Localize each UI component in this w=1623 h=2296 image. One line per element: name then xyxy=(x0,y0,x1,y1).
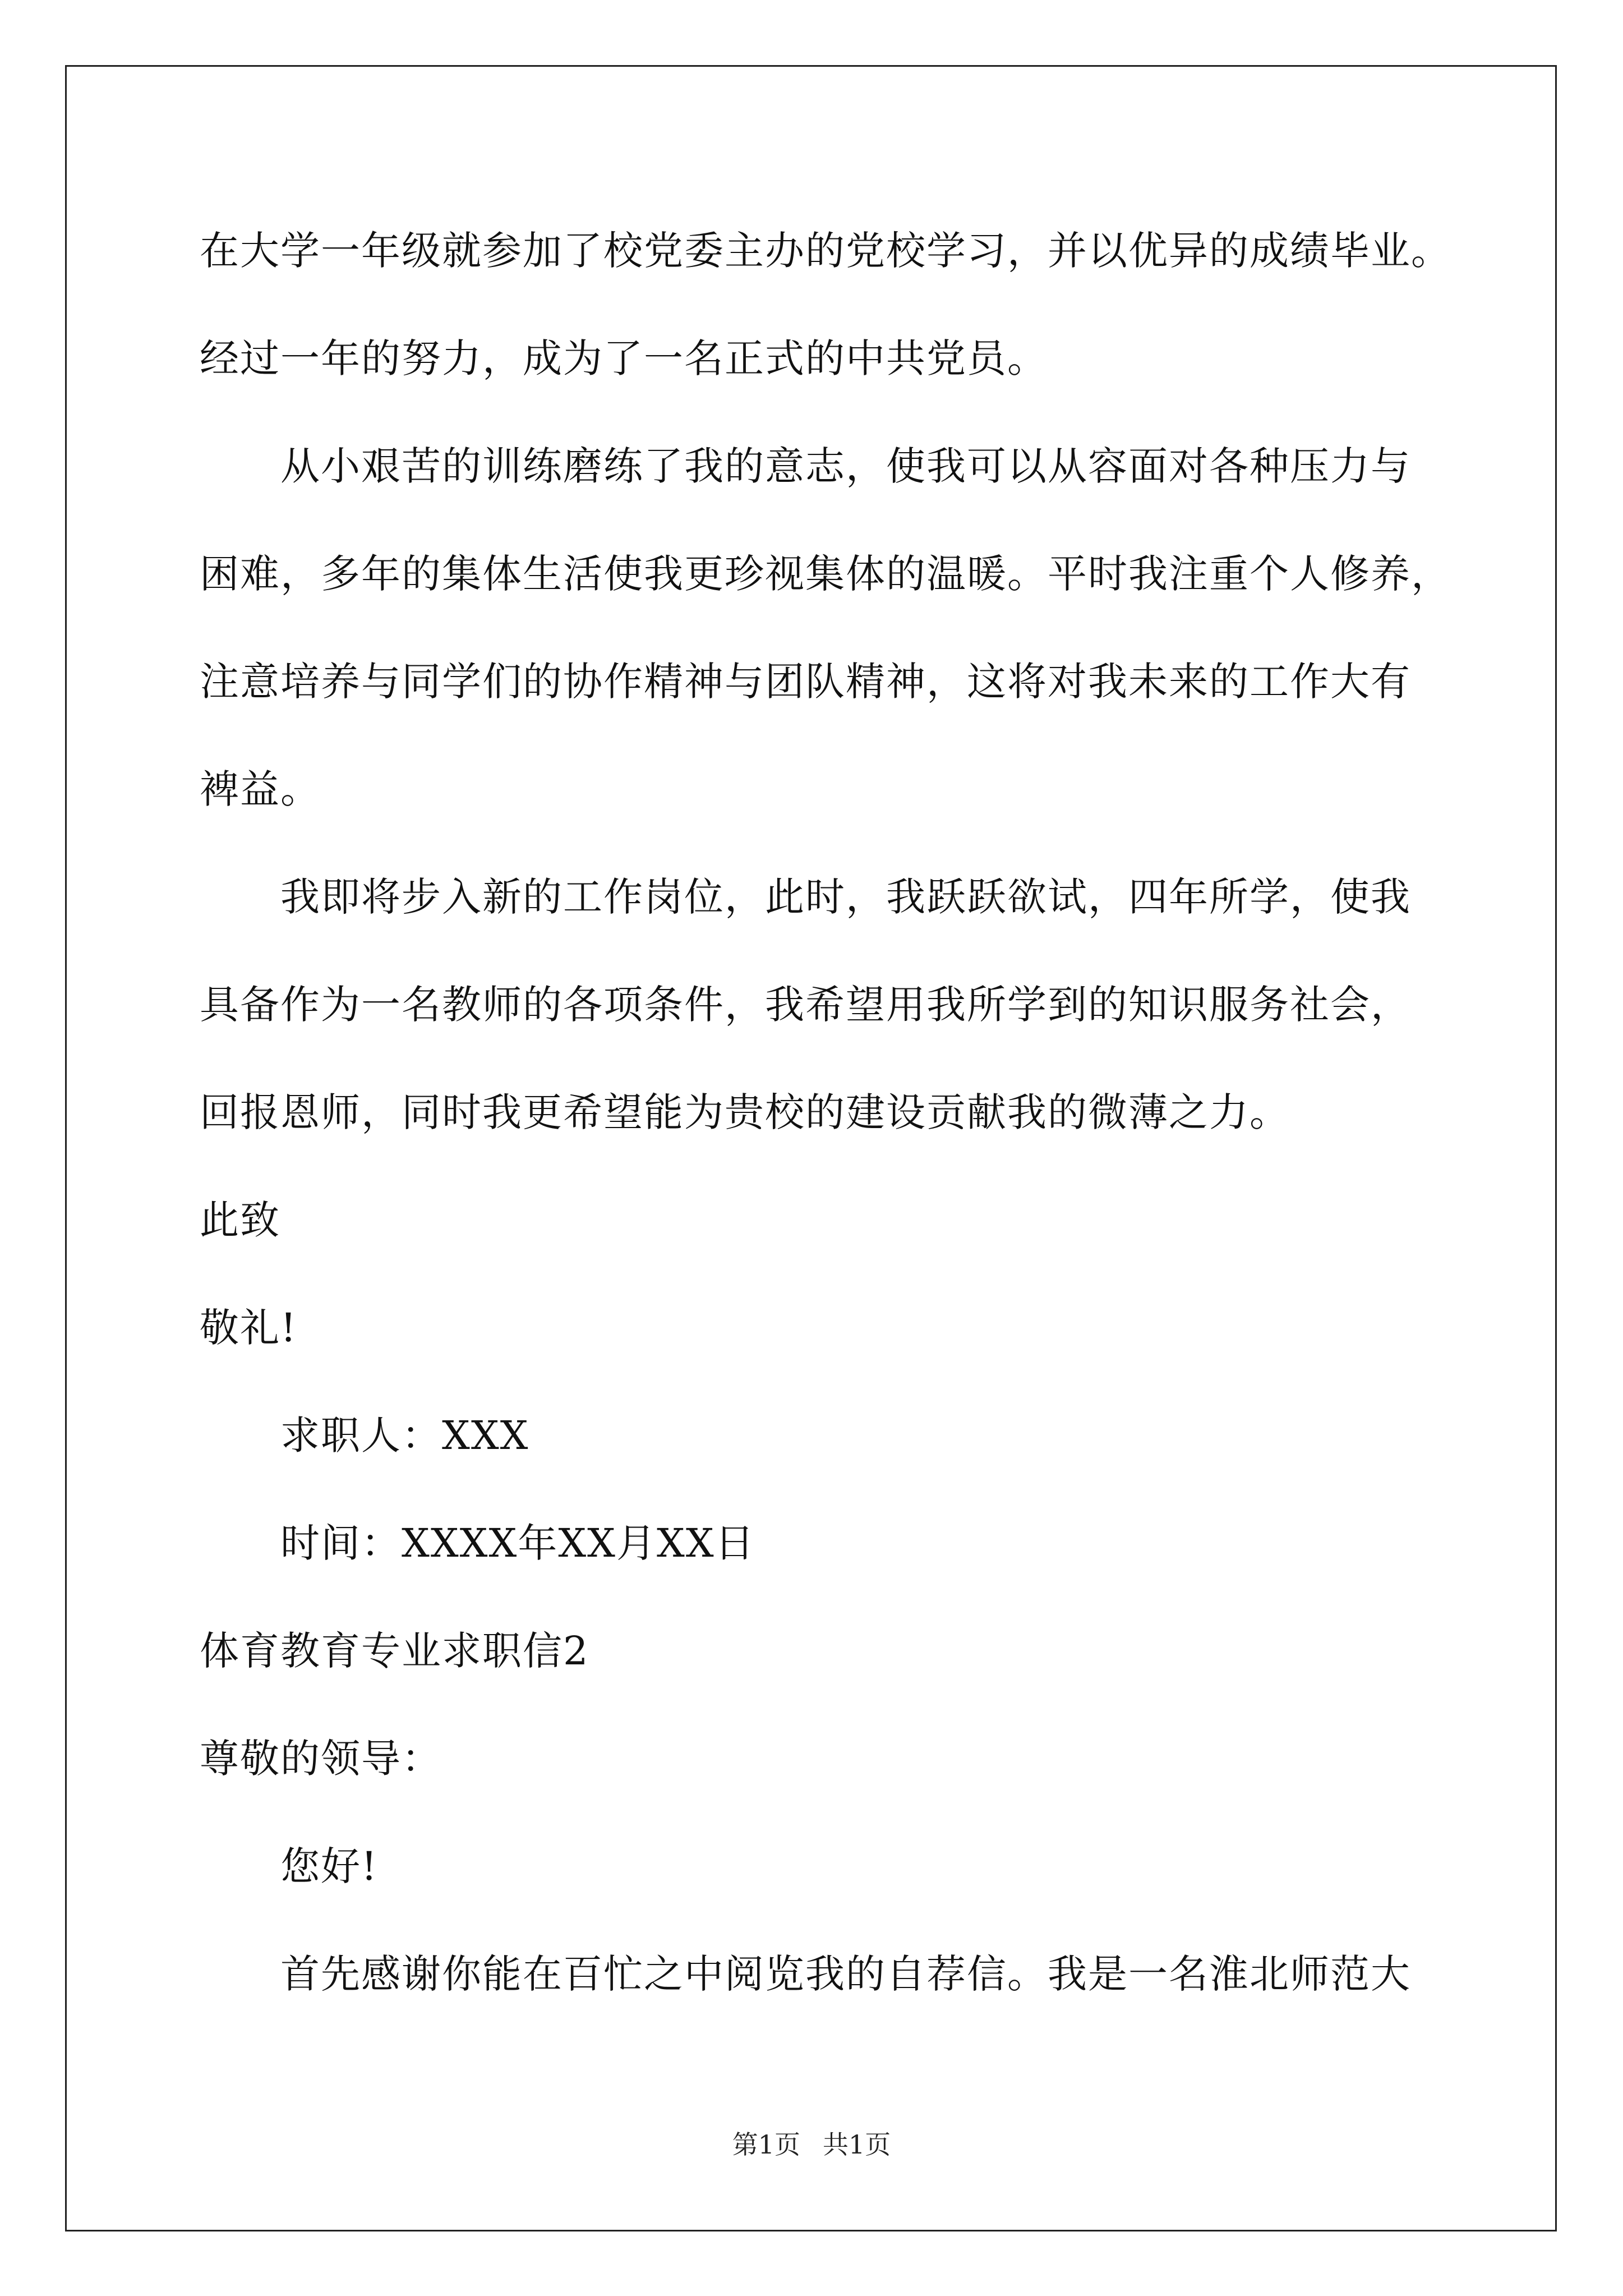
page-number: 第1页 xyxy=(732,2129,800,2160)
text-line: 注意培养与同学们的协作精神与团队精神，这将对我未来的工作大有 xyxy=(200,659,1411,705)
text-line: 从小艰苦的训练磨练了我的意志，使我可以从容面对各种压力与 xyxy=(280,443,1411,489)
page-total: 共1页 xyxy=(823,2129,891,2160)
greeting-hello: 您好! xyxy=(280,1843,379,1889)
page-border xyxy=(65,65,1557,2231)
text-line: 回报恩师，同时我更希望能为贵校的建设贡献我的微薄之力。 xyxy=(200,1089,1290,1135)
closing-salutation: 此致 xyxy=(200,1197,280,1243)
text-line: 我即将步入新的工作岗位，此时，我跃跃欲试，四年所学，使我 xyxy=(280,874,1411,920)
text-line: 困难，多年的集体生活使我更珍视集体的温暖。平时我注重个人修养， xyxy=(200,551,1451,597)
text-line: 具备作为一名教师的各项条件，我希望用我所学到的知识服务社会， xyxy=(200,982,1411,1028)
text-line: 首先感谢你能在百忙之中阅览我的自荐信。我是一名淮北师范大 xyxy=(280,1951,1411,1997)
greeting: 尊敬的领导： xyxy=(200,1736,442,1782)
date-line: 时间：XXXX年XX月XX日 xyxy=(280,1520,755,1566)
text-line: 经过一年的努力，成为了一名正式的中共党员。 xyxy=(200,335,1048,381)
page-footer xyxy=(0,2129,1623,2160)
closing-regards: 敬礼! xyxy=(200,1305,298,1351)
applicant-name: 求职人：XXX xyxy=(280,1412,529,1458)
text-line: 在大学一年级就参加了校党委主办的党校学习，并以优异的成绩毕业。 xyxy=(200,228,1451,274)
section-title: 体育教育专业求职信2 xyxy=(200,1628,589,1674)
text-line: 裨益。 xyxy=(200,766,321,812)
